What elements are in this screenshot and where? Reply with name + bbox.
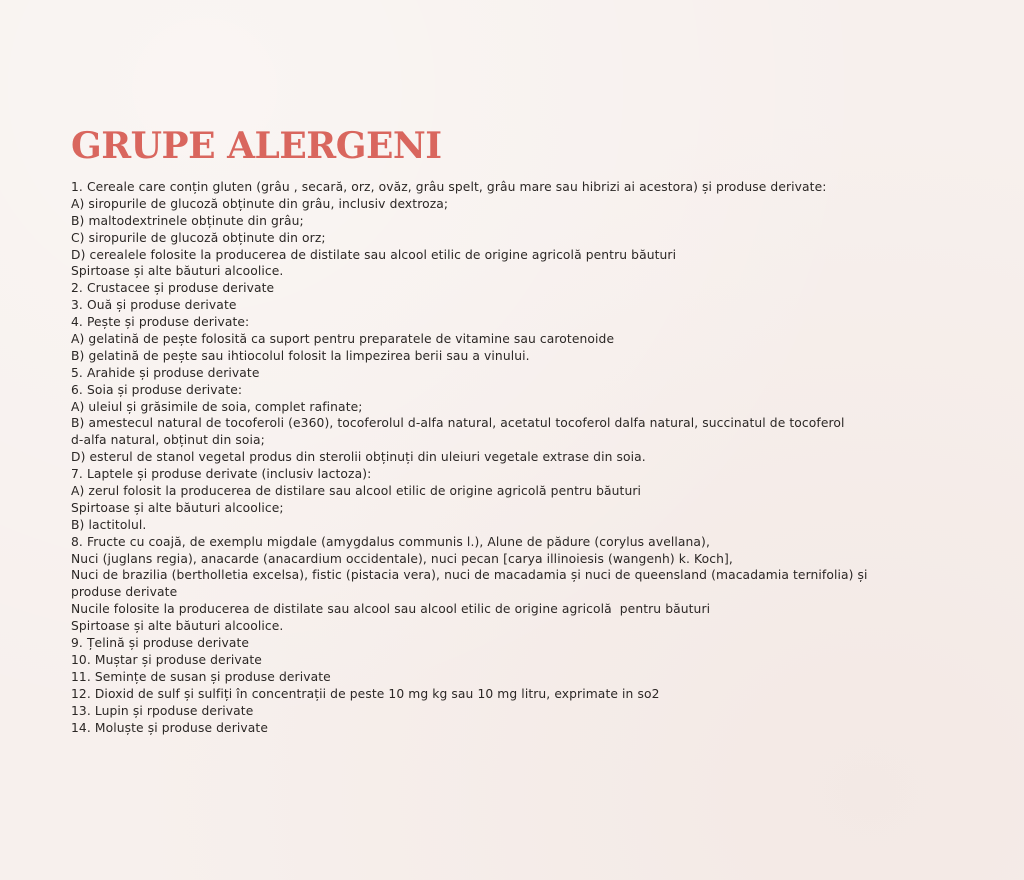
allergen-line: Spirtoase și alte băuturi alcoolice; (71, 500, 284, 515)
allergen-line: 5. Arahide și produse derivate (71, 365, 260, 380)
allergen-line: A) gelatină de pește folosită ca suport pentru preparatele de vitamine sau carotenoide (71, 332, 615, 347)
allergen-line: 1. Cereale care conțin gluten (grâu , secară, orz, ovăz, grâu spelt, grâu mare sau hibrizi ai acestora) și produse derivate: (71, 180, 827, 194)
allergen-line: A) siropurile de glucoză obținute din grâu, inclusiv dextroza; (71, 196, 449, 211)
allergen-line: B) maltodextrinele obținute din grâu; (71, 213, 304, 228)
allergen-line: D) cerealele folosite la producerea de distilate sau alcool etilic de origine agricolă pentru băuturi (71, 247, 677, 262)
allergen-line: 3. Ouă și produse derivate (71, 298, 237, 313)
allergen-line: C) siropurile de glucoză obținute din orz; (71, 230, 326, 245)
allergen-line: 13. Lupin și rpoduse derivate (71, 703, 254, 718)
allergen-line: B) amestecul natural de tocoferoli (e360), tocoferolul d-alfa natural, acetatul tocoferol dalfa natural, succinatul de tocoferol (71, 416, 845, 431)
allergen-line: 6. Soia și produse derivate: (71, 382, 243, 397)
allergen-line: 14. Moluște și produse derivate (71, 720, 268, 735)
allergen-line: 7. Laptele și produse derivate (inclusiv lactoza): (71, 467, 372, 482)
allergen-line: B) lactitolul. (71, 517, 147, 532)
allergen-line: d-alfa natural, obținut din soia; (71, 433, 265, 448)
allergen-line: 11. Semințe de susan și produse derivate (71, 669, 331, 684)
allergen-line: Nuci (juglans regia), anacarde (anacardium occidentale), nuci pecan [carya illinoiesis (wangenh) k. Koch], (71, 551, 733, 566)
allergen-line: 10. Muștar și produse derivate (71, 652, 262, 667)
allergen-line: 12. Dioxid de sulf și sulfiți în concentrații de peste 10 mg kg sau 10 mg litru, exprimate in so2 (71, 686, 660, 701)
allergen-line: 8. Fructe cu coajă, de exemplu migdale (amygdalus communis l.), Alune de pădure (corylus avellana), (71, 534, 710, 549)
allergen-line: 9. Țelină și produse derivate (71, 636, 250, 651)
page-title: GRUPE ALERGENI (71, 125, 442, 167)
allergen-line: produse derivate (71, 585, 178, 600)
allergen-line: Nuci de brazilia (bertholletia excelsa), fistic (pistacia vera), nuci de macadamia și nuci de queensland (macadamia ternifolia) și (71, 568, 868, 583)
allergen-line: A) zerul folosit la producerea de distilare sau alcool etilic de origine agricolă pentru băuturi (71, 484, 642, 499)
allergen-list (71, 179, 971, 736)
allergen-line: D) esterul de stanol vegetal produs din sterolii obținuți din uleiuri vegetale extrase din soia. (71, 450, 646, 465)
allergen-line: 4. Pește și produse derivate: (71, 315, 250, 330)
allergen-line: Nucile folosite la producerea de distilate sau alcool sau alcool etilic de origine agricolă pentru băuturi (71, 602, 711, 617)
allergen-line: 2. Crustacee și produse derivate (71, 281, 275, 296)
allergen-line: B) gelatină de pește sau ihtiocolul folosit la limpezirea berii sau a vinului. (71, 348, 530, 363)
allergen-line: A) uleiul și grăsimile de soia, complet rafinate; (71, 399, 363, 414)
allergen-line: Spirtoase și alte băuturi alcoolice. (71, 264, 284, 279)
allergen-line: Spirtoase și alte băuturi alcoolice. (71, 619, 284, 634)
